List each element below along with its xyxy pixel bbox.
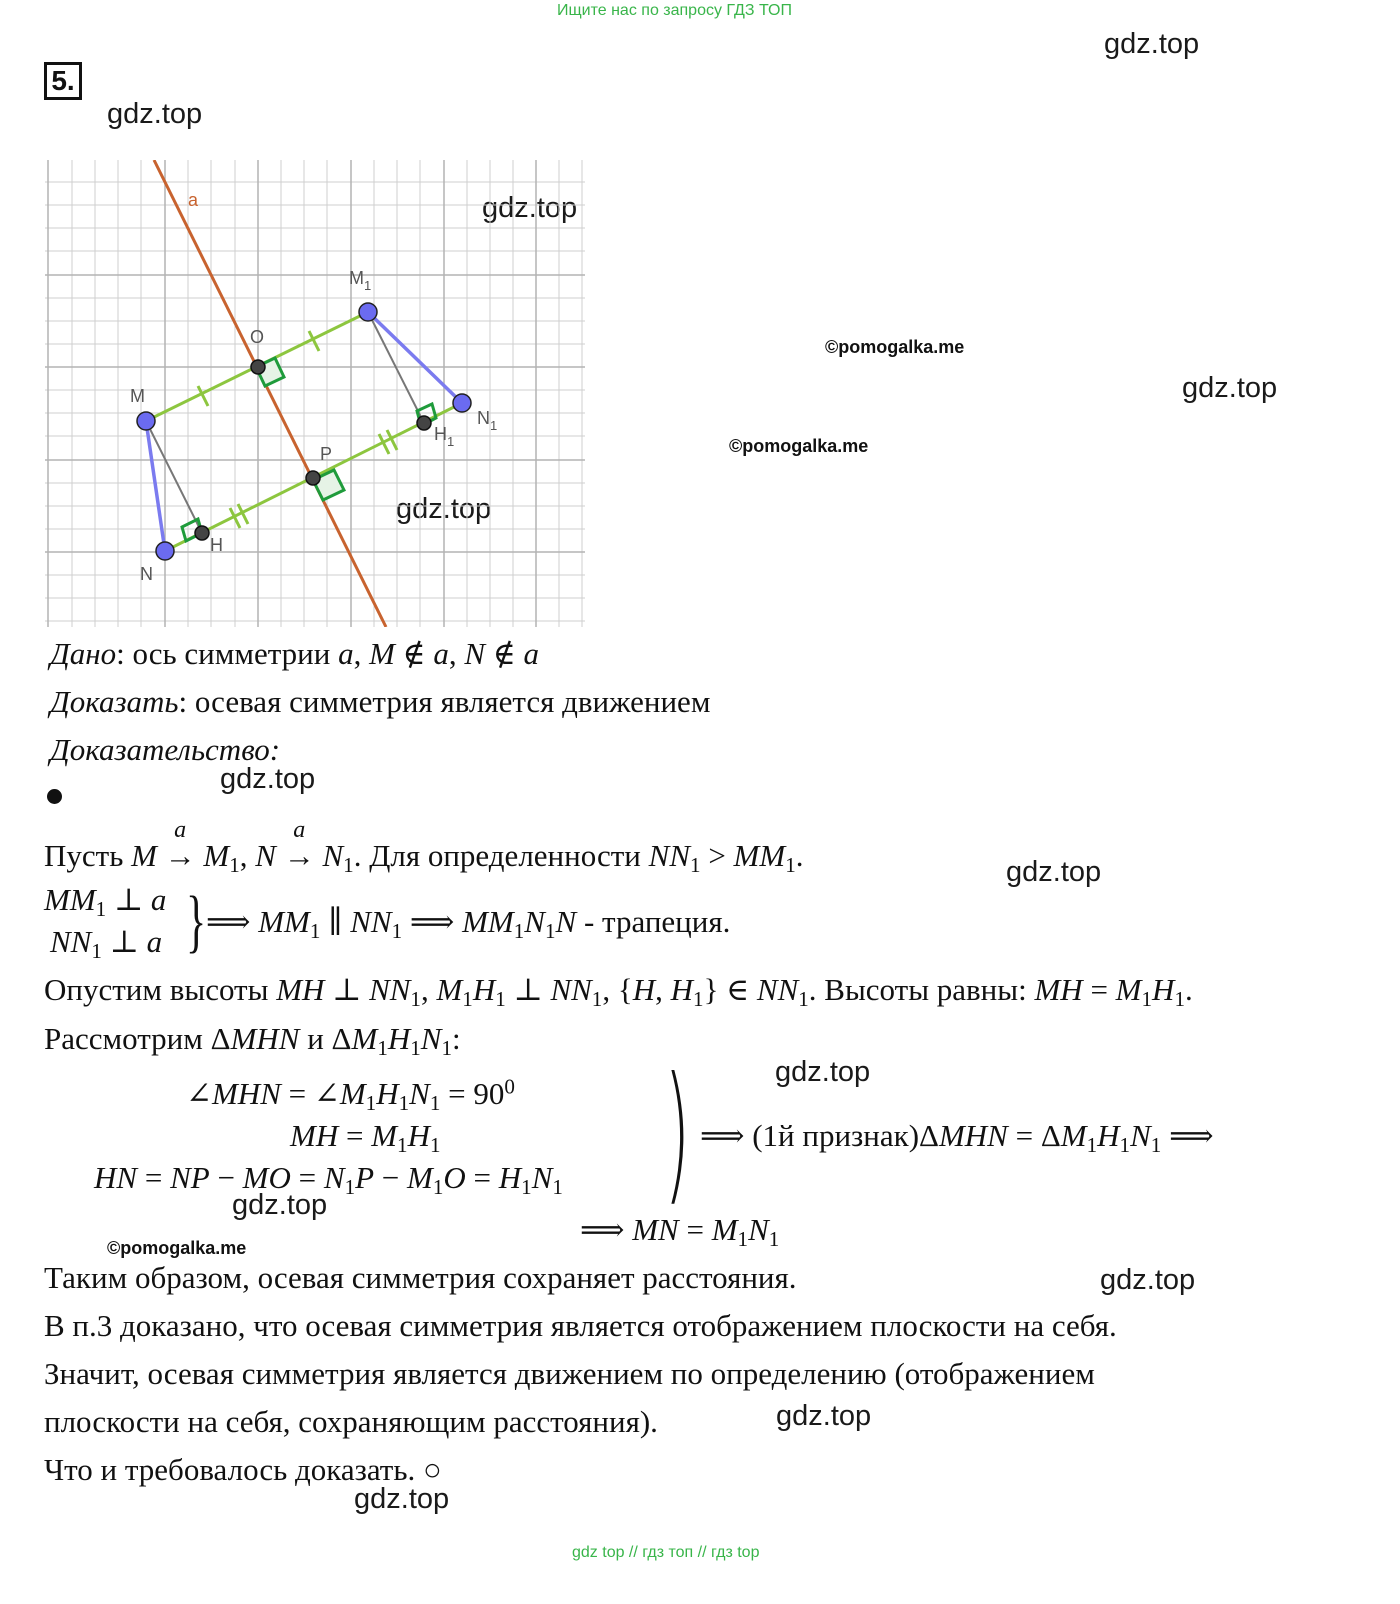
- proof-label: Доказательство:: [50, 732, 281, 767]
- equation-result: ⟹ (1й признак)ΔMHN = $\Delta M_1H_1N_1$ ⟹: [700, 1118, 1214, 1157]
- geometry-figure: [45, 160, 585, 627]
- point-M: [137, 412, 155, 430]
- watermark-gdz: gdz.top: [1100, 1264, 1196, 1296]
- point-O: [251, 360, 265, 374]
- consider-line: Рассмотрим ΔMHN и $\Delta M_1H_1N_1$:: [44, 1021, 461, 1060]
- given-line: Дано: ось симметрии a, M ∉ a, N ∉ a: [50, 636, 540, 671]
- point-N: [156, 542, 174, 560]
- task-number: 5.: [44, 62, 82, 100]
- prove-line: Доказать: осевая симметрия является движением: [50, 684, 711, 719]
- grid-major: [45, 160, 585, 627]
- heights-line: Опустим высоты MH ⊥ $NN_1$, $M_1H_1$ ⊥ $NN_1$, {H, $H_1$} ∈ $NN_1$. Высоты равны: MH = $M_1H_1$.: [44, 972, 1193, 1011]
- footer-links[interactable]: gdz top // гдз топ // гдз top: [572, 1544, 760, 1561]
- watermark-pomogalka: ©pomogalka.me: [729, 436, 869, 456]
- grid: [45, 160, 585, 627]
- watermark-pomogalka: ©pomogalka.me: [825, 337, 965, 357]
- point-H1: [417, 416, 431, 430]
- conclusion-4: плоскости на себя, сохраняющим расстояния).: [44, 1404, 658, 1439]
- conclusion-1: Таким образом, осевая симметрия сохраняет расстояния.: [44, 1260, 797, 1295]
- label-P: P: [320, 444, 333, 464]
- watermark-gdz: gdz.top: [220, 763, 316, 795]
- brace-right: ): [664, 1046, 691, 1220]
- let-line: Пусть M → a $M_1$, N → a $N_1$. Для определенности $NN_1 > MM_1$.: [44, 817, 804, 877]
- label-M: M: [130, 386, 145, 406]
- label-H1: $H_1$: [434, 424, 455, 449]
- watermark-gdz: gdz.top: [354, 1483, 450, 1515]
- label-O: O: [250, 327, 265, 347]
- search-banner: Ищите нас по запросу ГДЗ ТОП: [557, 2, 792, 19]
- qed-line: Что и требовалось доказать. ○: [44, 1452, 442, 1487]
- watermark-gdz: gdz.top: [482, 192, 578, 224]
- watermark-gdz: gdz.top: [1104, 28, 1200, 60]
- conclusion-2: В п.3 доказано, что осевая симметрия является отображением плоскости на себя.: [44, 1308, 1117, 1343]
- label-M1: $M_1$: [349, 268, 372, 293]
- watermark-gdz: gdz.top: [1182, 372, 1278, 404]
- point-M1: [359, 303, 377, 321]
- watermark-gdz: gdz.top: [775, 1056, 871, 1088]
- tick-marks: [198, 331, 397, 528]
- bullet: [47, 789, 62, 804]
- point-H: [195, 526, 209, 540]
- label-N: N: [140, 564, 153, 584]
- point-P: [306, 471, 320, 485]
- watermark-gdz: gdz.top: [232, 1189, 328, 1221]
- label-a: a: [188, 190, 199, 210]
- watermark-gdz: gdz.top: [776, 1400, 872, 1432]
- watermark-gdz: gdz.top: [396, 493, 492, 525]
- side-M1N1: [368, 312, 462, 403]
- equation-angle: ∠MHN = $\angle M_1H_1N_1 = 90^0$: [186, 1074, 515, 1115]
- watermark-pomogalka: ©pomogalka.me: [107, 1238, 247, 1258]
- point-N1: [453, 394, 471, 412]
- label-H: H: [210, 535, 223, 555]
- label-N1: $N_1$: [477, 408, 498, 433]
- equation-segments: HN = NP − MO = $N_1P - M_1O = H_1N_1$: [94, 1160, 563, 1199]
- equation-mn: ⟹ MN = $M_1N_1$: [580, 1212, 780, 1251]
- equation-heights: MH = $M_1H_1$: [290, 1118, 441, 1157]
- watermark-gdz: gdz.top: [1006, 856, 1102, 888]
- conclusion-3: Значит, осевая симметрия является движением по определению (отображением: [44, 1356, 1095, 1391]
- watermark-gdz: gdz.top: [107, 98, 203, 130]
